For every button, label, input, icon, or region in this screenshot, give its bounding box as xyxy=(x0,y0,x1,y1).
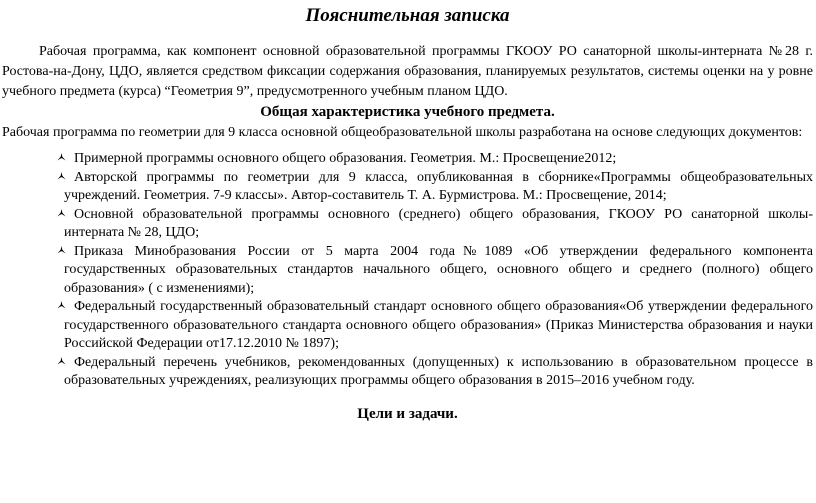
list-item-text: Федеральный государственный образовательный стандарт основного общего образования«Об утверждении федерального государственного образовательного стандарта основного общего образования» (Приказ Министерства образования и науки Российской Федерации от17.12.2010 № 1897); xyxy=(64,299,813,351)
list-item xyxy=(2,169,813,206)
list-item-text: Авторской программы по геометрии для 9 класса, опубликованная в сборнике«Программы общеобразовательных учреждений. Геометрия. 7-9 классы». Автор-составитель Т. А. Бурмистрова. М.: Просвещение, 2014; xyxy=(64,169,813,203)
list-item xyxy=(2,150,813,169)
section-heading-goals: Цели и задачи. xyxy=(357,405,458,422)
three-pointed-star-bullet-icon xyxy=(57,357,66,366)
intro-paragraph: Рабочая программа, как компонент основной образовательной программы ГКООУ РО санаторной школы-интерната №28 г. Ростова-на-Дону, ЦДО, является средством фиксации содержания образования, планируемых результатов, системы оценки на у ровне учебного предмета (курса) “Геометрия 9”, предусмотренного учебным планом ЦДО. xyxy=(2,44,813,99)
three-pointed-star-bullet-icon xyxy=(57,172,66,181)
list-item xyxy=(2,298,813,354)
list-item xyxy=(2,243,813,299)
three-pointed-star-bullet-icon xyxy=(57,246,66,255)
basis-paragraph: Рабочая программа по геометрии для 9 класса основной общеобразовательной школы разработана на основе следующих документов: xyxy=(2,125,803,140)
list-item-text: Основной образовательной программы основного (среднего) общего образования, ГКООУ РО санаторной школы-интерната № 28, ЦДО; xyxy=(64,206,813,240)
three-pointed-star-bullet-icon xyxy=(57,301,66,310)
list-item-text: Федеральный перечень учебников, рекомендованных (допущенных) к использованию в образовательном процессе в образовательных учреждениях, реализующих программы общего образования в 2015–2016 учебном году. xyxy=(64,354,813,388)
list-item xyxy=(2,206,813,243)
section-heading-characteristics: Общая характеристика учебного предмета. xyxy=(260,104,555,120)
list-item-text: Приказа Минобразования России от 5 марта 2004 года№1089 «Об утверждении федерального компонента государственных образовательных стандартов начального общего, основного общего и среднего (полного) общего образования» ( с изменениями); xyxy=(64,243,813,296)
three-pointed-star-bullet-icon xyxy=(57,209,66,218)
list-item xyxy=(2,354,813,391)
list-item-text: Примерной программы основного общего образования. Геометрия. М.: Просвещение2012; xyxy=(74,151,617,166)
document-list xyxy=(2,150,813,391)
page-title: Пояснительная записка xyxy=(305,5,510,26)
three-pointed-star-bullet-icon xyxy=(57,153,66,162)
